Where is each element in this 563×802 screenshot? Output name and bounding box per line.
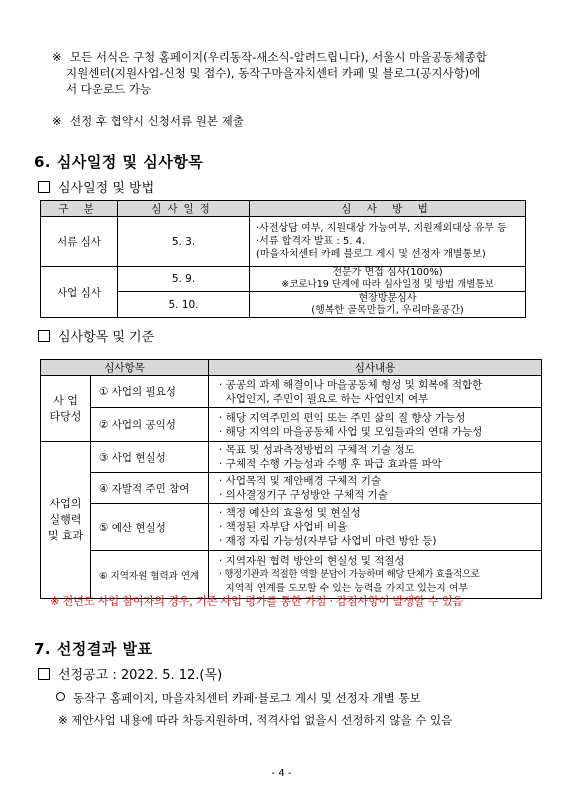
content-line: · 행정기관과 적절한 역할 분담이 가능하며 해당 단체가 효율적으로 — [219, 568, 480, 580]
table-row — [41, 551, 542, 599]
criteria-header-item: 심사항목 — [41, 360, 209, 376]
schedule-header-date: 심사일정 — [118, 201, 250, 217]
content-line: · 책정 예산의 효율성 및 현실성 — [219, 507, 361, 519]
note-download — [52, 49, 542, 97]
schedule-header-type: 구 분 — [41, 201, 118, 217]
criteria-item-label: ④ 자발적 주민 참여 — [91, 473, 209, 504]
schedule-date-cell: 5. 10. — [118, 292, 250, 318]
content-line: 지역적 연계를 도모할 수 있는 능력을 가지고 있는지 여부 — [219, 582, 468, 594]
note-line: 지원센터(지원사업-신청 및 접수), 동작구마을자치센터 카페 및 블로그(공지사항)에 — [66, 66, 481, 80]
schedule-table — [40, 200, 526, 318]
criteria-item-label: ① 사업의 필요성 — [91, 376, 209, 408]
subheading-schedule — [38, 177, 154, 196]
criteria-item-label: ⑤ 예산 현실성 — [91, 504, 209, 551]
schedule-date-cell: 5. 9. — [118, 267, 250, 292]
schedule-date-cell: 5. 3. — [118, 217, 250, 267]
schedule-header-method: 심 사 방 법 — [250, 201, 526, 217]
bullet-announcement — [56, 690, 421, 706]
group-name-line: 사 업 — [53, 393, 78, 407]
criteria-item-content — [209, 504, 542, 551]
criteria-item-content — [209, 442, 542, 473]
note-mark: ※ — [52, 50, 62, 64]
method-line: (마을자치센터 카페 블로그 게시 및 선정자 개별통보) — [256, 249, 486, 260]
criteria-item-content — [209, 473, 542, 504]
content-line: · 사업목적 및 제안배경 구체적 기술 — [219, 475, 382, 487]
subheading-text: 심사항목 및 기준 — [58, 330, 155, 345]
page-number: - 4 - — [271, 768, 292, 779]
bullet-text: 동작구 홈페이지, 마을자치센터 카페·블로그 게시 및 선정자 개별 통보 — [73, 691, 421, 705]
schedule-type-cell: 사업 심사 — [41, 267, 118, 318]
criteria-item-content — [209, 408, 542, 442]
note-original-docs — [52, 113, 542, 129]
table-row — [41, 408, 542, 442]
section-7-title: 7. 선정결과 발표 — [34, 640, 153, 658]
content-line: · 구체적 수행 가능성과 수행 후 파급 효과를 파악 — [219, 458, 442, 470]
content-line: 사업인지, 주민이 필요로 하는 사업인지 여부 — [219, 392, 429, 405]
circle-bullet-icon — [56, 692, 65, 701]
table-row — [41, 442, 542, 473]
table-row — [41, 504, 542, 551]
criteria-header-content: 심사내용 — [209, 360, 542, 376]
schedule-type-cell: 서류 심사 — [41, 217, 118, 267]
red-note-evaluation: ※ 전년도 사업 참여자의 경우, 기존 사업 평가를 통한 가점 · 감점사항이 발생할 수 있음 — [50, 595, 463, 608]
criteria-group-execution — [41, 442, 91, 599]
group-name-line: 사업의 — [49, 497, 82, 510]
criteria-item-label: ③ 사업 현실성 — [91, 442, 209, 473]
checkbox-square-icon — [38, 330, 50, 342]
checkbox-square-icon — [38, 181, 50, 193]
criteria-item-content — [209, 376, 542, 408]
group-name-line: 타당성 — [49, 409, 82, 423]
content-line: · 공공의 과제 해결이나 마을공동체 형성 및 회복에 적합한 — [219, 378, 483, 391]
method-line: ·서류 합격자 발표 : 5. 4. — [256, 236, 366, 247]
table-row — [41, 267, 526, 292]
schedule-method-cell — [250, 217, 526, 267]
content-line: · 책정된 자부담 사업비 비율 — [219, 521, 348, 533]
note-line: 모든 서식은 구청 홈페이지(우리동작-새소식-알려드립니다), 서울시 마을공동체종합 — [70, 50, 487, 64]
criteria-item-content — [209, 551, 542, 599]
method-line: ※코로나19 단계에 따라 심사일정 및 방법 개별통보 — [281, 279, 494, 290]
subheading-announcement — [38, 664, 222, 683]
content-line: · 의사결정기구 구성방안 구체적 기술 — [219, 489, 388, 501]
schedule-method-cell — [250, 292, 526, 318]
table-row — [41, 473, 542, 504]
criteria-group-feasibility — [41, 376, 91, 442]
method-line: 전문가 면접 심사(100%) — [332, 267, 443, 278]
subheading-criteria — [38, 326, 154, 345]
checkbox-square-icon — [38, 668, 50, 680]
criteria-table — [40, 359, 542, 599]
content-line: · 해당 지역주민의 편익 또는 주민 삶의 질 향상 가능성 — [219, 411, 466, 424]
criteria-item-label: ② 사업의 공익성 — [91, 408, 209, 442]
content-line: · 목표 및 성과측정방법의 구체적 기술 정도 — [219, 444, 415, 456]
note-mark: ※ — [52, 114, 62, 128]
content-line: · 지역자원 협력 방안의 현실성 및 적절성 — [219, 554, 405, 567]
group-name-line: 및 효과 — [47, 529, 84, 542]
group-name-line: 실행력 — [49, 513, 82, 526]
subheading-text: 선정공고 : 2022. 5. 12.(목) — [58, 668, 223, 683]
schedule-method-cell — [250, 267, 526, 292]
section-6-title: 6. 심사일정 및 심사항목 — [34, 153, 204, 171]
subheading-text: 심사일정 및 방법 — [58, 181, 155, 196]
table-row — [41, 217, 526, 267]
content-line: · 재정 자립 가능성(자부담 사업비 마련 방안 등) — [219, 535, 437, 547]
table-row — [41, 376, 542, 408]
note-selection: ※ 제안사업 내용에 따라 차등지원하며, 적격사업 없을시 선정하지 않을 수 있음 — [58, 713, 453, 727]
content-line: · 해당 지역의 마을공동체 사업 및 모임들과의 연대 가능성 — [219, 425, 483, 438]
method-line: ·사전상담 여부, 지원대상 가능여부, 지원제외대상 유무 등 — [256, 223, 507, 234]
method-line: 현장방문심사 — [358, 292, 417, 304]
note-line: 서 다운로드 가능 — [66, 82, 152, 96]
method-line: (행복한 골목만들기, 우리마을공간) — [311, 304, 464, 316]
note-line: 선정 후 협약시 신청서류 원본 제출 — [70, 114, 244, 128]
criteria-item-label: ⑥ 지역자원 협력과 연계 — [91, 551, 209, 599]
